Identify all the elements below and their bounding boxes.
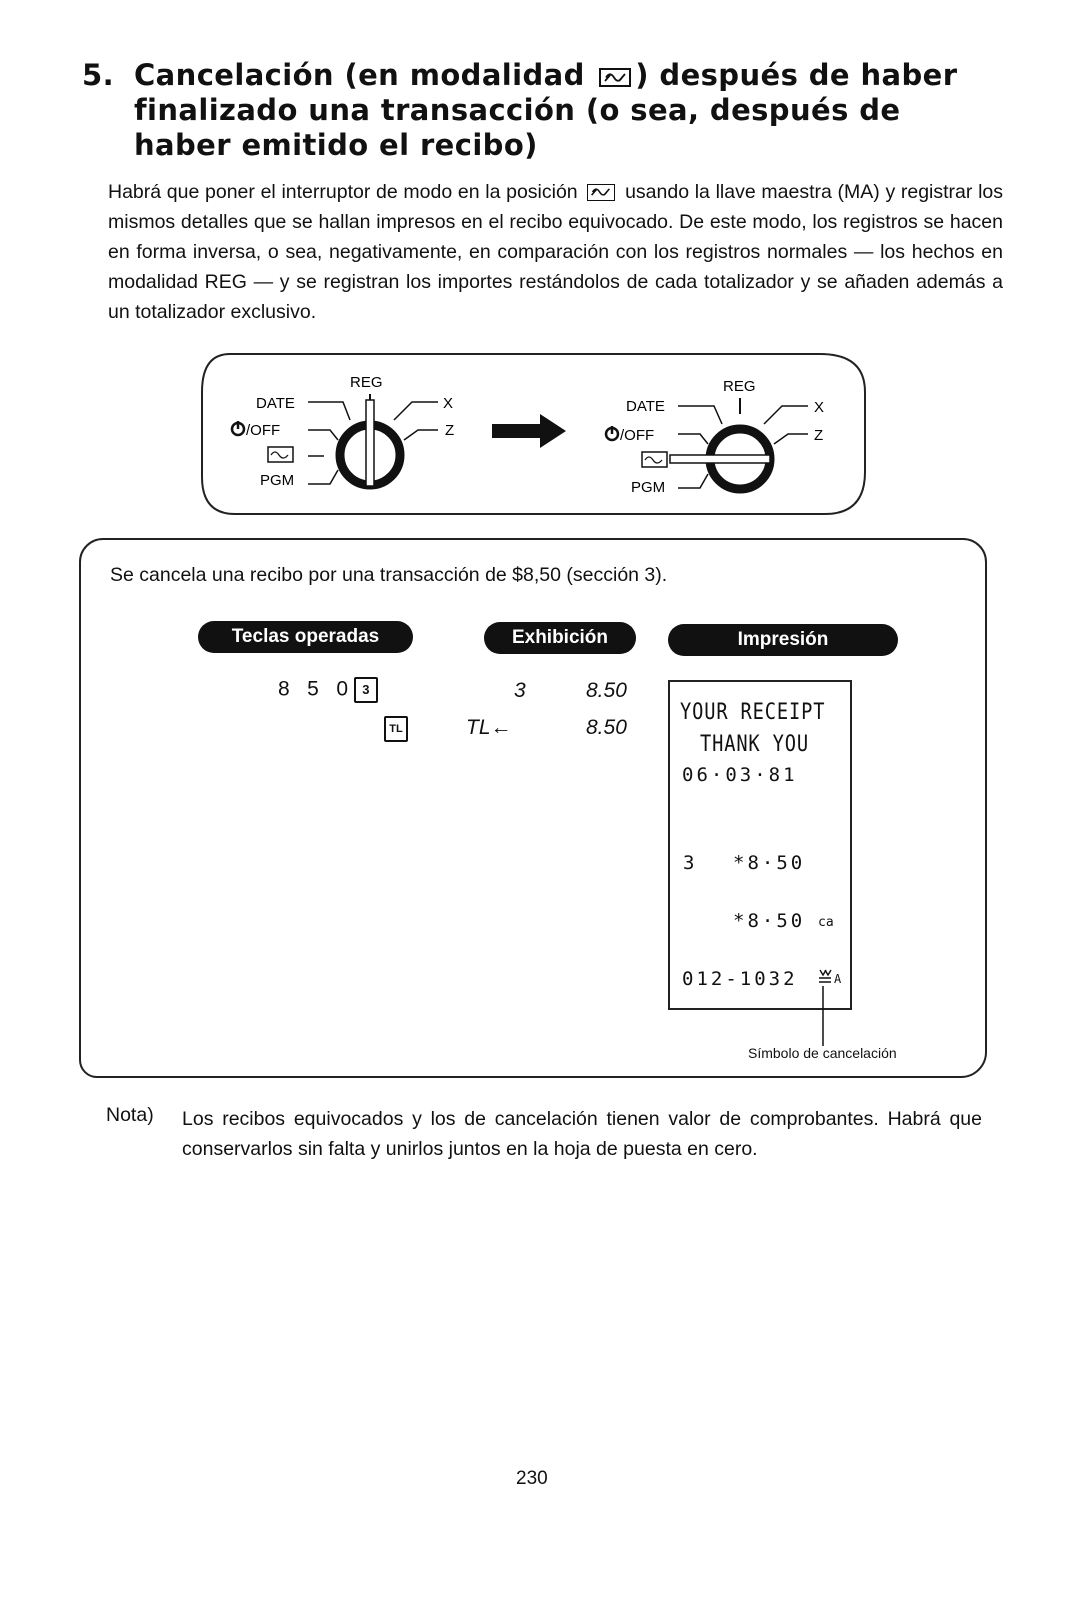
dial-label-x: X [814,399,825,416]
key-sequence-row [384,716,408,742]
arrow-icon [492,414,566,448]
cancel-symbol-label: Símbolo de cancelación [748,1045,897,1061]
section-title-part1: Cancelación (en modalidad [134,58,585,92]
cancel-mode-icon [599,68,631,87]
section-heading [82,58,982,163]
receipt-item-amount: *8·50 [733,852,806,874]
total-key: TL [384,716,408,742]
intro-text-1: Habrá que poner el interruptor de modo en la posición [108,181,578,203]
header-display [484,622,636,654]
cancel-mode-icon [642,452,667,467]
mode-dial-right [606,378,824,496]
dial-label-pgm: PGM [631,479,666,496]
header-keys-label: Teclas operadas [231,626,380,647]
dial-label-reg: REG [350,374,383,391]
page-number: 230 [516,1468,548,1489]
receipt-line-2: THANK YOU [700,732,809,757]
intro-paragraph [108,177,1003,327]
dial-label-off: /OFF [620,427,655,444]
display-right-1: 8.50 [586,679,627,702]
cancel-symbol-icon [818,967,832,987]
dial-label-pgm: PGM [260,472,295,489]
section-number: 5. [82,58,114,92]
power-icon [232,421,244,435]
receipt-item-dept: 3 [683,852,698,874]
dial-label-x: X [443,395,454,412]
dial-label-z: Z [445,422,455,439]
key-sequence-row [278,677,378,703]
receipt-line-1: YOUR RECEIPT [680,700,826,725]
header-keys-operated [198,621,413,653]
mode-dial-left [232,374,454,489]
header-print [668,624,898,656]
receipt-footer: 012-1032 [682,968,798,990]
key-digits: 8 5 0 [278,677,349,701]
receipt-total: *8·50 [733,910,806,932]
mode-switch-diagram [200,352,870,522]
dial-label-reg: REG [723,378,756,395]
note-label: Nota) [106,1104,154,1126]
header-display-label: Exhibición [511,627,609,648]
intro-text-2: usando la llave maestra (MA) y registrar los mismos detalles que se hallan impresos en el recibo equivocado. De este modo, los registros se hacen en forma inversa, o sea, negativamente, en comparación con los registros normales — los hechos en modalidad REG — y se registran los importes restándolos de cada totalizador y se añaden además a un totalizador exclusivo. [108,181,1004,323]
dial-label-z: Z [814,427,824,444]
display-left-2: TL← [466,716,512,739]
display-right-2: 8.50 [586,716,627,739]
cancel-symbol-pointer [820,986,826,1046]
section-title-part2: ) después de haber finalizado una transacción (o sea, después de haber emitido el recibo) [134,58,958,162]
power-icon [606,426,618,440]
dial-label-off: /OFF [246,422,281,439]
cancel-mode-icon [268,447,293,462]
receipt-printout [668,680,852,1010]
example-case-text: Se cancela una recibo por una transacción de $8,50 (sección 3). [110,564,668,586]
receipt-date: 06·03·81 [682,764,798,786]
department-key: 3 [354,677,378,703]
dial-label-date: DATE [626,398,665,415]
dial-label-date: DATE [256,395,295,412]
note-text: Los recibos equivocados y los de cancelación tienen valor de comprobantes. Habrá que conservarlos sin falta y unirlos juntos en la hoja de puesta en cero. [182,1108,982,1160]
receipt-total-suffix: ca [818,915,834,930]
display-left-1: 3 [514,679,526,702]
header-print-label: Impresión [737,629,829,650]
receipt-footer-suffix: A [834,972,842,986]
cancel-mode-icon [587,184,615,201]
